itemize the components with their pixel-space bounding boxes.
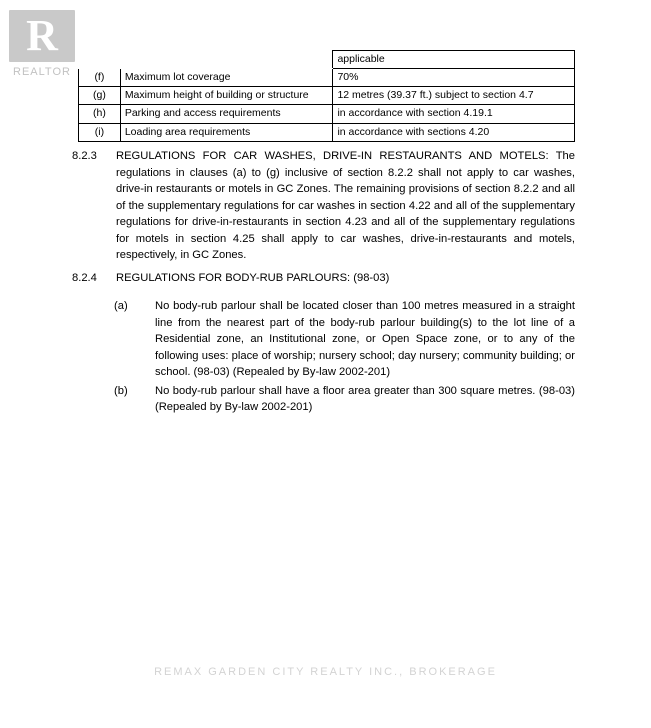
table-cell-label: (i): [79, 123, 121, 141]
table-row: [79, 51, 575, 69]
table-cell-label: (h): [79, 105, 121, 123]
section-number: 8.2.3: [72, 150, 97, 162]
clause-marker: (a): [114, 300, 128, 312]
table-cell-label: (f): [79, 69, 121, 87]
table-cell-value: 70%: [333, 69, 575, 87]
realtor-logo-letter: R: [26, 11, 58, 60]
table-row: [79, 87, 575, 105]
table-cell-description: Maximum lot coverage: [120, 69, 333, 87]
realtor-logo-mark: [9, 10, 75, 62]
table-cell-value: in accordance with sections 4.20: [333, 123, 575, 141]
section-text: REGULATIONS FOR CAR WASHES, DRIVE-IN RESTAURANTS AND MOTELS: The regulations in clauses (a) to (g) inclusive of section 8.2.2 shall not apply to car washes, drive-in restaurants or motels in GC Zones. The remaining provisions of section 8.2.2 and all of the supplementary regulations for car washes in section 4.22 and all of the supplementary regulations for drive-in-restaurants in section 4.23 and all of the supplementary regulations for motels in section 4.25 shall apply to car washes, drive-in-restaurants and motels, respectively, in GC Zones.: [116, 150, 575, 262]
table-cell-description: Maximum height of building or structure: [120, 87, 333, 105]
clause-marker: (b): [114, 384, 128, 397]
realtor-logo-wordmark: REALTOR: [13, 66, 71, 78]
table-cell-description: [120, 51, 333, 69]
table-row: [79, 105, 575, 123]
section-8-2-3: [72, 148, 575, 264]
list-item: [114, 383, 575, 416]
clause-text: No body-rub parlour shall be located closer than 100 metres measured in a straight line from the nearest part of the body-rub parlour building(s) to the lot line of a Residential zone, an Institutional zone, or Open Space zone, or to any of the following uses: place of worship; nursery school; day nursery; community building; or school. (98-03) (Repealed by By-law 2002-201): [155, 300, 575, 379]
table-cell-value: in accordance with section 4.19.1: [333, 105, 575, 123]
clause-text: No body-rub parlour shall have a floor area greater than 300 square metres. (98-03)(Repealed by By-law 2002-201): [155, 384, 575, 414]
table-cell-value: applicable: [333, 51, 575, 69]
section-8-2-4: [72, 270, 575, 287]
zoning-regulations-table: [78, 50, 575, 142]
table-cell-description: Parking and access requirements: [120, 105, 333, 123]
table-cell-value: 12 metres (39.37 ft.) subject to section 4.7: [333, 87, 575, 105]
section-8-2-4-clause-list: [114, 298, 575, 418]
table-row: [79, 123, 575, 141]
realtor-watermark-logo: [6, 10, 78, 90]
brokerage-watermark: REMAX GARDEN CITY REALTY INC., BROKERAGE: [154, 666, 497, 678]
section-text: REGULATIONS FOR BODY-RUB PARLOURS: (98-03): [116, 272, 390, 284]
table-cell-label: (g): [79, 87, 121, 105]
table-cell-description: Loading area requirements: [120, 123, 333, 141]
table-cell-label: [79, 51, 121, 69]
table-row: [79, 69, 575, 87]
section-number: 8.2.4: [72, 272, 97, 284]
list-item: [114, 298, 575, 381]
